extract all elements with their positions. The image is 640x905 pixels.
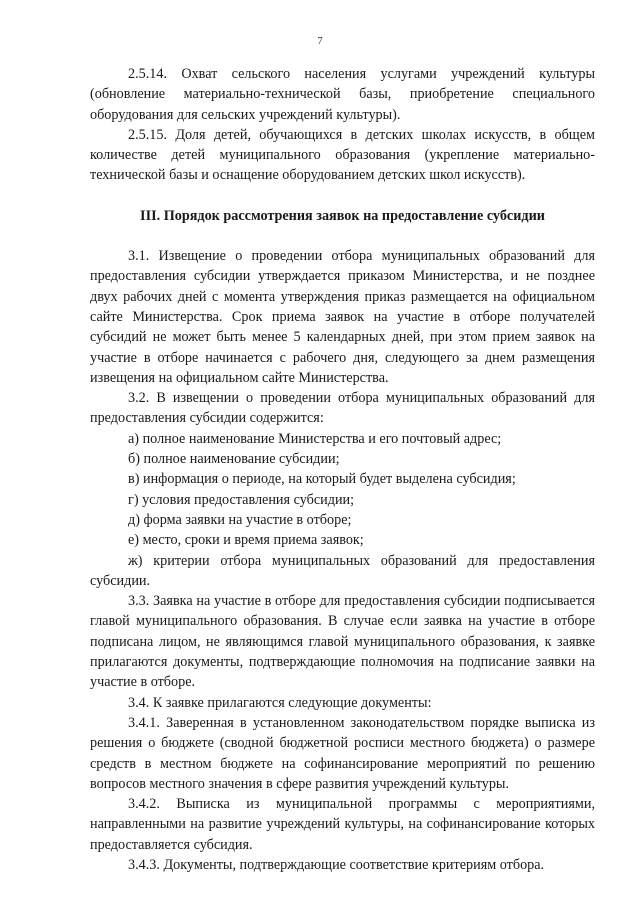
paragraph-3-3: 3.3. Заявка на участие в отборе для предоставления субсидии подписывается главой муниципального образования. В случае если заявка на участие в отборе подписана лицом, не являющимся главой муниципального образования, к заявке прилагаются документы, подтверждающие полномочия на подписание заявки на участие в отборе. [90,593,595,691]
list-item-e: е) место, сроки и время приема заявок; [128,532,364,549]
document-body [90,64,595,875]
paragraph-3-1: 3.1. Извещение о проведении отбора муниципальных образований для предоставления субсидии утверждается приказом Министерства, и не позднее двух рабочих дней с момента утверждения приказ размещается на официальном сайте Министерства. Срок приема заявок на участие в отборе получателей субсидий не может быть менее 5 календарных дней, при этом прием заявок на участие в отборе начинается с рабочего дня, следующего за днем размещения извещения на официальном сайте Министерства. [90,248,595,386]
spacer [90,226,595,246]
spacer [90,186,595,206]
paragraph-3-4: 3.4. К заявке прилагаются следующие документы: [128,694,432,711]
list-item-v: в) информация о периоде, на который будет выделена субсидия; [128,471,516,488]
paragraph-3-4-3: 3.4.3. Документы, подтверждающие соответствие критериям отбора. [128,856,545,873]
paragraph-3-2: 3.2. В извещении о проведении отбора муниципальных образований для предоставления субсидии содержится: [90,390,595,427]
list-item-a: а) полное наименование Министерства и его почтовый адрес; [128,430,502,447]
paragraph-2-5-14: 2.5.14. Охват сельского населения услугами учреждений культуры (обновление материально-технической базы, приобретение специального оборудования для сельских учреждений культуры). [90,66,595,123]
section-heading: III. Порядок рассмотрения заявок на предоставление субсидии [140,207,545,224]
list-item-b: б) полное наименование субсидии; [128,451,340,468]
list-item-zh: ж) критерии отбора муниципальных образований для предоставления субсидии. [90,552,595,589]
list-item-g: г) условия предоставления субсидии; [128,491,355,508]
paragraph-3-4-2: 3.4.2. Выписка из муниципальной программы с мероприятиями, направленными на развитие учреждений культуры, на софинансирование которых предоставляется субсидия. [90,796,595,853]
paragraph-3-4-1: 3.4.1. Заверенная в установленном законодательством порядке выписка из решения о бюджете (сводной бюджетной росписи местного бюджета) о размере средств в местном бюджете на софинансирование мероприятий по решению вопросов местного значения в сфере развития учреждений культуры. [90,714,595,792]
list-item-d: д) форма заявки на участие в отборе; [128,511,352,528]
paragraph-2-5-15: 2.5.15. Доля детей, обучающихся в детских школах искусств, в общем количестве детей муниципального образования (укрепление материально-технической базы и оснащение оборудованием детских школ искусств). [90,126,595,184]
page-number: 7 [317,35,323,47]
